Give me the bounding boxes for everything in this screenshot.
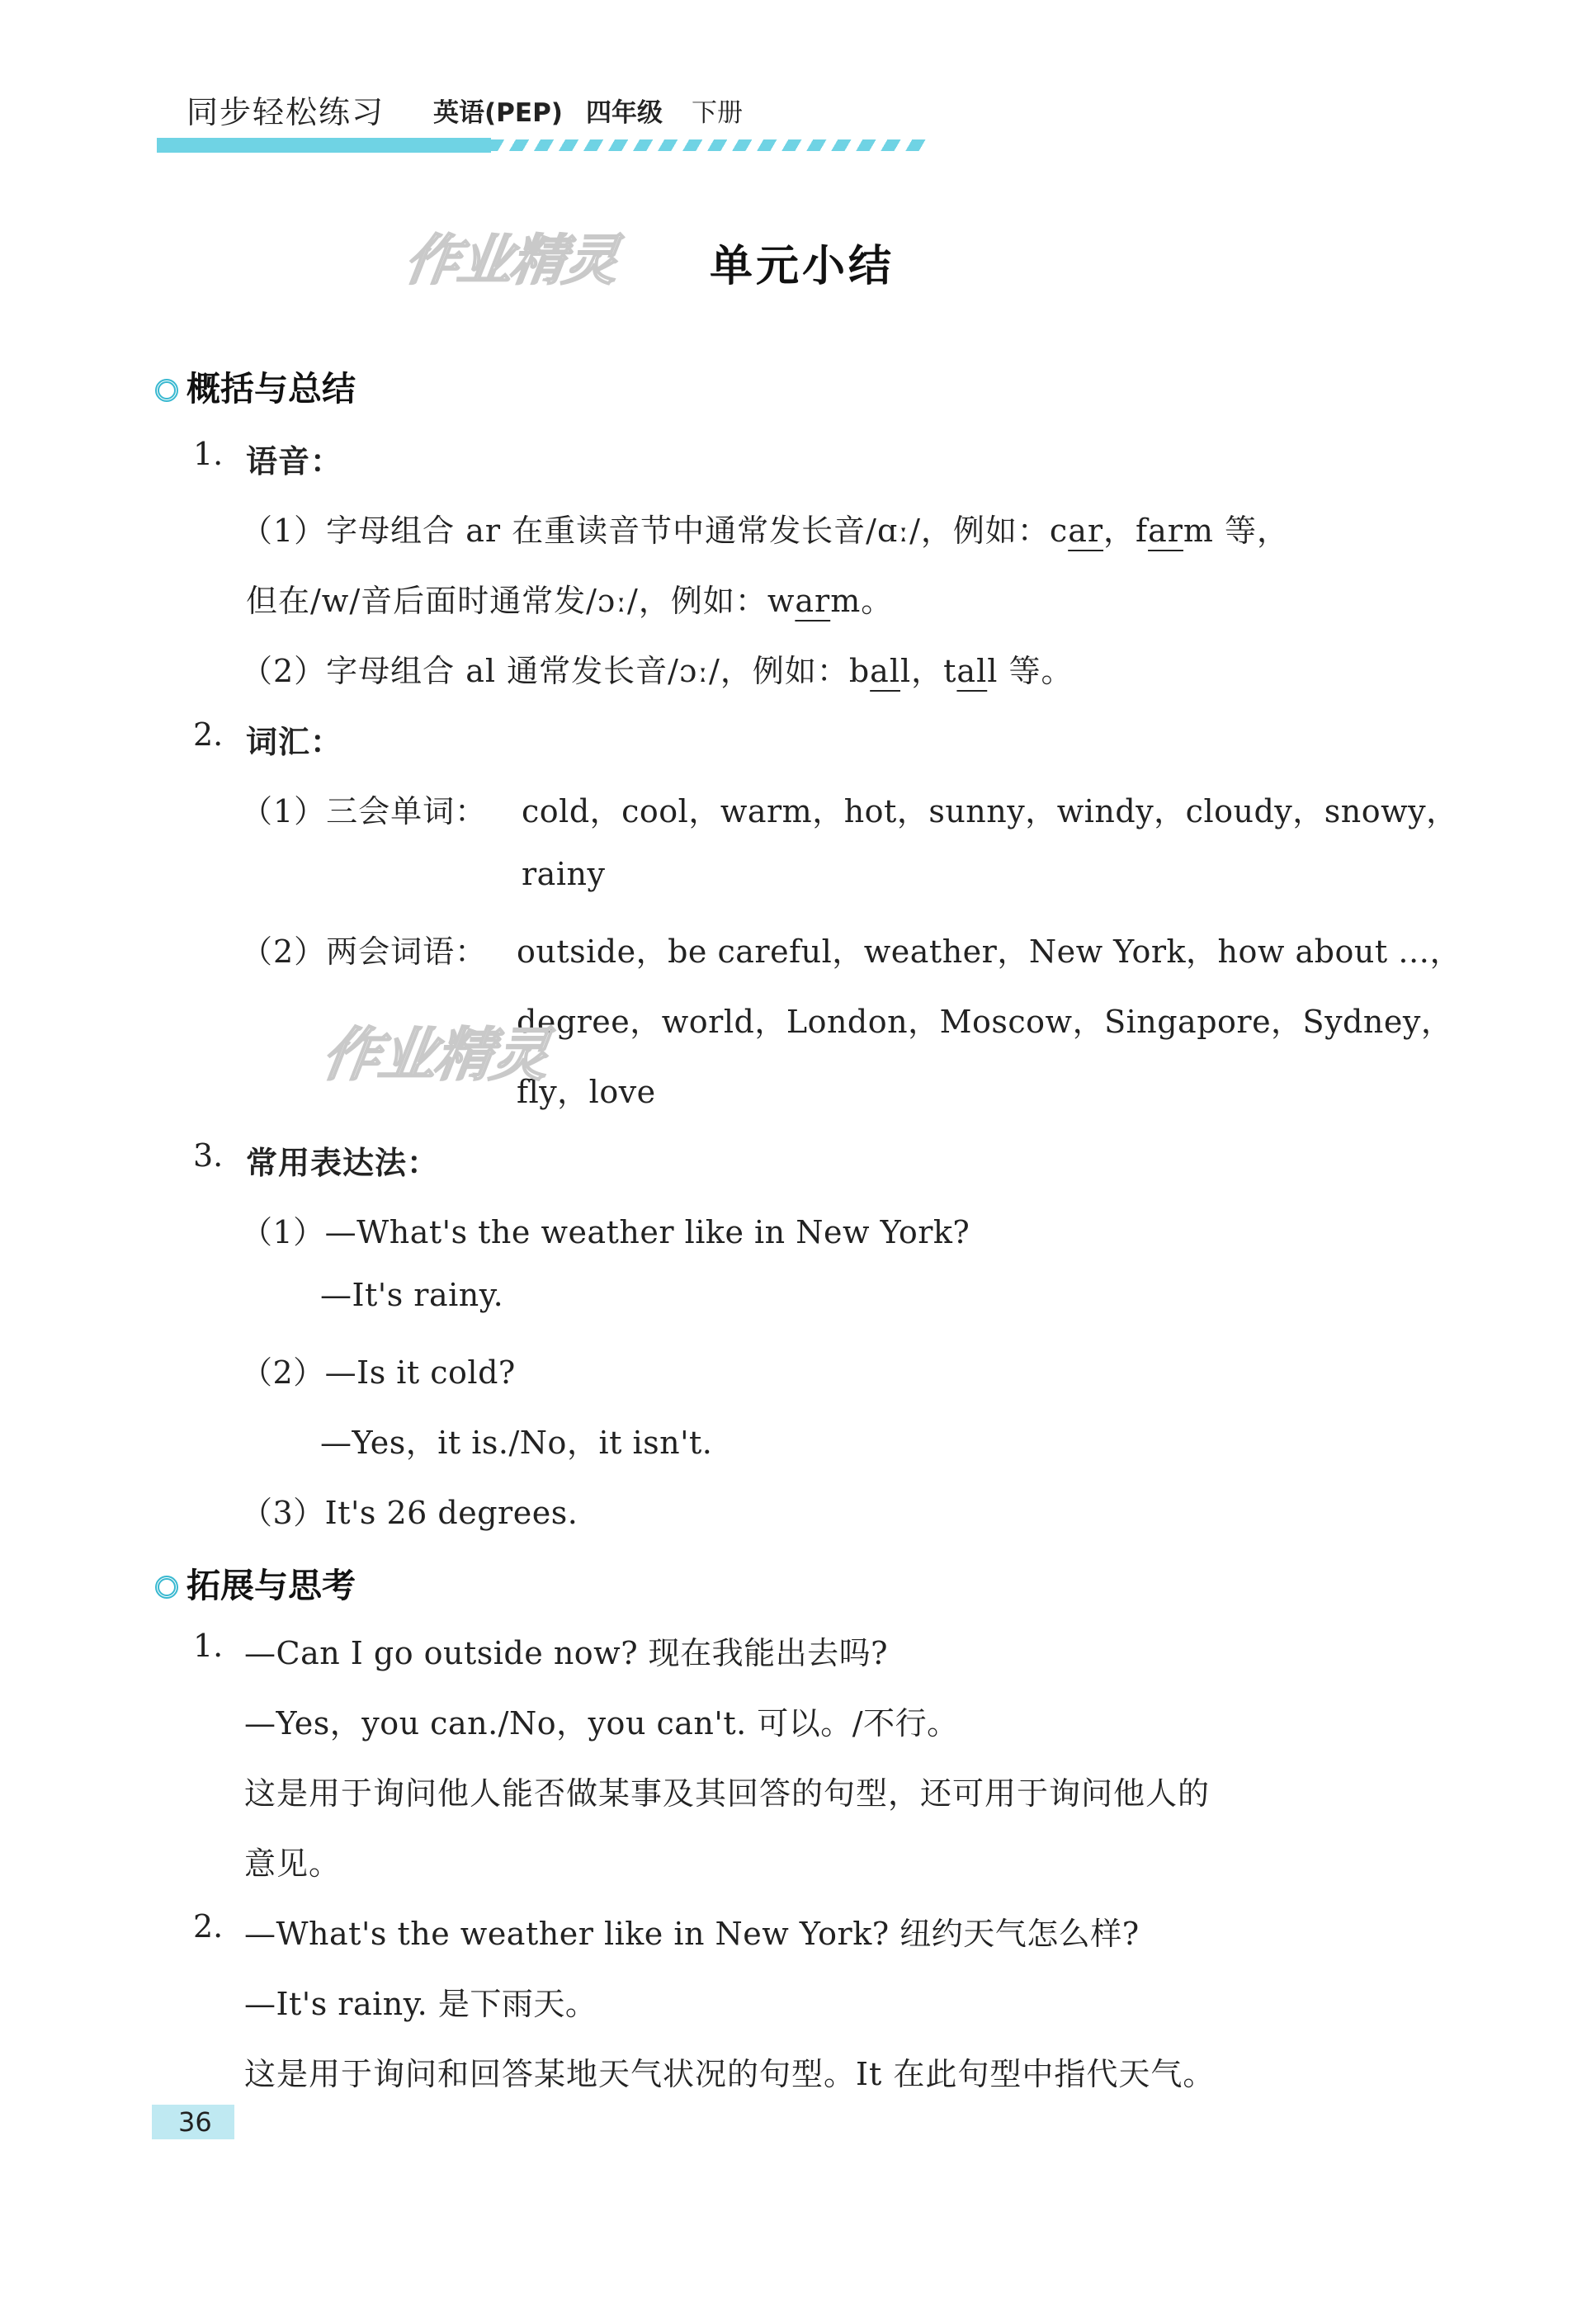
volume-label: 下册	[692, 98, 743, 128]
target-ring-icon	[155, 379, 178, 402]
expression-2-answer: —Yes，it is./No，it isn't.	[320, 1425, 713, 1461]
item-number: 3.	[193, 1137, 224, 1174]
item-number: 2.	[193, 716, 224, 753]
phonics-rule-1-line1	[241, 505, 1289, 551]
text: ，f	[1103, 513, 1149, 549]
subject-label: 英语(PEP)	[433, 98, 563, 128]
target-ring-icon	[155, 1576, 178, 1599]
watermark-logo: 作业精灵	[400, 229, 621, 292]
underlined-letters: ar	[795, 583, 831, 619]
text: （1）字母组合 ar 在重读音节中通常发长音/ɑː/，例如：c	[241, 513, 1069, 549]
vocab-level-2-words-end: fly，love	[517, 1074, 656, 1110]
phonics-rule-1-line2	[246, 575, 893, 621]
vocab-level-3-words: cold，cool，warm，hot，sunny，windy，cloudy，snowy，	[522, 793, 1458, 829]
page-title: 单元小结	[710, 241, 895, 291]
phonics-rule-2	[241, 645, 1073, 691]
vocab-level-3-label: （1）三会单词：	[241, 793, 488, 829]
vocab-level-3-words-cont: rainy	[522, 856, 606, 892]
extension-1-note: 这是用于询问他人能否做某事及其回答的句型，还可用于询问他人的	[244, 1775, 1211, 1812]
grade-label: 四年级	[586, 98, 663, 128]
section-heading-text: 拓展与思考	[187, 1566, 356, 1605]
expression-3: （3）It's 26 degrees.	[241, 1495, 578, 1531]
text: m 等，	[1183, 513, 1290, 549]
item-label-phonics: 语音：	[246, 442, 343, 480]
text: l 等。	[987, 653, 1074, 689]
text: l，t	[900, 653, 957, 689]
item-number: 2.	[193, 1908, 224, 1945]
header-bar-solid	[157, 138, 491, 153]
extension-2-note: 这是用于询问和回答某地天气状况的句型。It 在此句型中指代天气。	[244, 2056, 1216, 2092]
text: m。	[830, 583, 894, 619]
page-number: 36	[152, 2105, 234, 2139]
text: 但在/w/音后面时通常发/ɔː/，例如：w	[246, 583, 796, 619]
underlined-letters: ar	[1068, 513, 1104, 549]
extension-2-question: —What's the weather like in New York? 纽约天气怎么样?	[244, 1916, 1140, 1952]
expression-2-question: （2）—Is it cold?	[241, 1354, 516, 1391]
item-label-vocabulary: 词汇：	[246, 723, 343, 760]
item-number: 1.	[193, 1628, 224, 1664]
extension-2-answer: —It's rainy. 是下雨天。	[244, 1986, 597, 2022]
vocab-level-2-words: outside，be careful，weather，New York，how about …，	[517, 933, 1462, 970]
underlined-letters: al	[956, 653, 988, 689]
expression-1-question: （1）—What's the weather like in New York?	[241, 1214, 970, 1250]
vocab-level-2-words-cont: degree，world，London，Moscow，Singapore，Sydney，	[517, 1004, 1453, 1040]
item-number: 1.	[193, 436, 224, 472]
section-heading-extension	[155, 1558, 356, 1607]
vocab-level-2-label: （2）两会词语：	[241, 933, 488, 970]
header-bar-striped	[491, 139, 928, 151]
text: （2）字母组合 al 通常发长音/ɔː/，例如：b	[241, 653, 871, 689]
underlined-letters: ar	[1148, 513, 1183, 549]
expression-1-answer: —It's rainy.	[320, 1277, 504, 1313]
extension-1-note-cont: 意见。	[244, 1845, 342, 1882]
extension-1-question: —Can I go outside now? 现在我能出去吗?	[244, 1635, 889, 1671]
underlined-letters: al	[870, 653, 900, 689]
series-title: 同步轻松练习	[187, 94, 385, 130]
section-heading-text: 概括与总结	[187, 369, 356, 409]
watermark-logo: 作业精灵	[318, 1021, 552, 1089]
section-heading-summary	[155, 362, 356, 410]
extension-1-answer: —Yes，you can./No，you can't. 可以。/不行。	[244, 1705, 959, 1742]
running-header	[157, 87, 941, 161]
item-label-expressions: 常用表达法：	[246, 1144, 440, 1181]
